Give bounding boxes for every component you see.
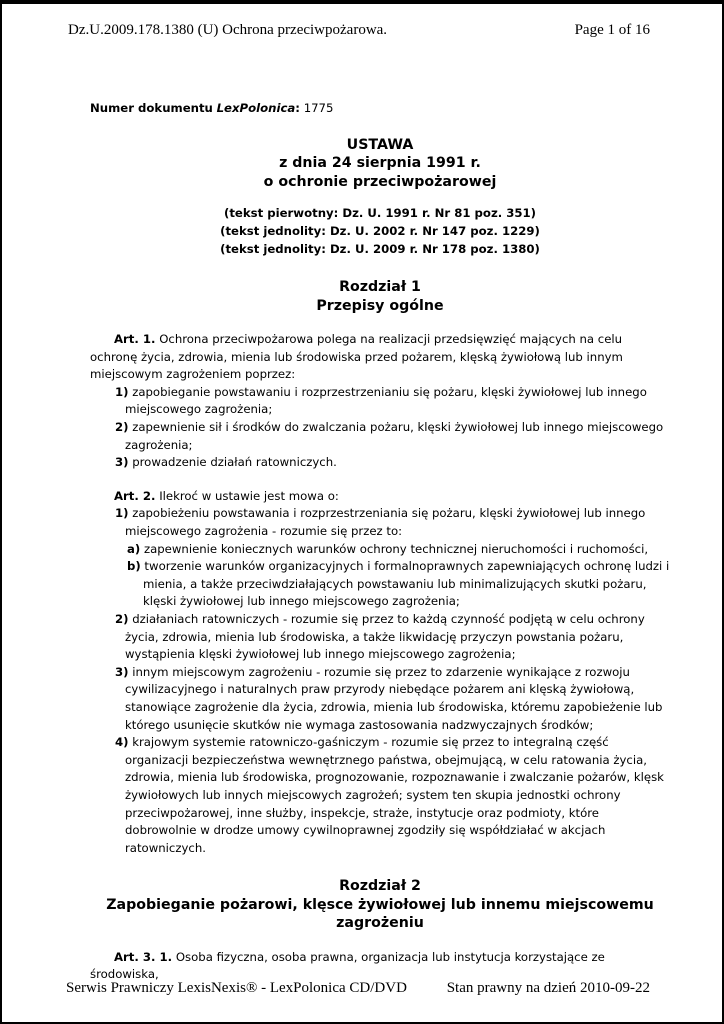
article-2-item [90, 505, 670, 540]
item-text: innym miejscowym zagrożeniu - rozumie się przez to zdarzenie wynikające z rozwoju cywilizacyjnego i naturalnych praw przyrody niebędące pożarem ani klęską żywiołową, stanowiące zagrożenie dla życia, zdrowia, mienia lub środowiska, któremu zapobieżenie lub którego usunięcie skutków nie wymaga zastosowania nadzwyczajnych środków; [125, 664, 663, 732]
article-2 [90, 488, 670, 857]
item-text: zapobieżeniu powstawania i rozprzestrzeniania się pożaru, klęski żywiołowej lub innego miejscowego zagrożenia - rozumie się przez to: [125, 506, 646, 539]
document-body [90, 100, 670, 984]
article-1-label: Art. 1. [114, 332, 156, 347]
act-title-date: z dnia 24 sierpnia 1991 r. [279, 155, 481, 172]
item-text: prowadzenie działań ratowniczych. [128, 455, 337, 470]
article-2-item [90, 611, 670, 664]
article-2-subitem [90, 558, 670, 611]
subitem-letter: b) [127, 559, 141, 574]
chapter-2-heading [90, 877, 670, 933]
chapter-1-number: Rozdział 1 [339, 279, 421, 296]
article-3-text: Osoba fizyczna, osoba prawna, organizacja lub instytucja korzystające ze środowiska, [90, 949, 605, 982]
article-1-item [90, 454, 670, 472]
doc-number-label: Numer dokumentu [90, 101, 213, 115]
act-title-type: USTAWA [346, 136, 414, 153]
doc-number-colon: : [295, 101, 300, 115]
article-1-intro-text: Ochrona przeciwpożarowa polega na realizacji przedsięwzięć mających na celu ochronę życia, zdrowia, mienia lub środowiska przed pożarem, klęską żywiołową lub innym miejscowym zagrożeniem poprzez: [90, 332, 623, 382]
header-page-number: Page 1 of 16 [574, 22, 650, 38]
document-number [90, 100, 670, 118]
item-text: zapewnienie sił i środków do zwalczania pożaru, klęski żywiołowej lub innego miejscowego zagrożenia; [125, 420, 664, 452]
item-text: zapobieganie powstawaniu i rozprzestrzenianiu się pożaru, klęski żywiołowej lub innego miejscowego zagrożenia; [125, 384, 647, 417]
article-2-intro-text: Ilekroć w ustawie jest mowa o: [155, 488, 339, 503]
source-references [90, 204, 670, 258]
article-2-item [90, 734, 670, 857]
article-2-item [90, 664, 670, 734]
chapter-2-number: Rozdział 2 [339, 878, 421, 895]
item-number: 3) [115, 664, 129, 679]
doc-number-brand: LexPolonica [216, 101, 296, 115]
article-1-intro [90, 331, 670, 384]
item-number: 3) [115, 455, 129, 470]
act-title [90, 136, 670, 192]
footer-publisher: Serwis Prawniczy LexisNexis® - LexPolonica CD/DVD [66, 980, 407, 996]
article-3-paragraph [90, 949, 670, 984]
item-number: 2) [115, 612, 129, 626]
source-consolidated-2009: (tekst jednolity: Dz. U. 2009 r. Nr 178 poz. 1380) [220, 242, 540, 257]
item-number: 2) [115, 420, 129, 435]
article-2-label: Art. 2. [114, 488, 156, 503]
article-1 [90, 331, 670, 472]
article-2-intro [90, 488, 670, 506]
source-original: (tekst pierwotny: Dz. U. 1991 r. Nr 81 poz. 351) [223, 206, 536, 221]
article-3 [90, 949, 670, 984]
source-consolidated-2002: (tekst jednolity: Dz. U. 2002 r. Nr 147 poz. 1229) [220, 224, 540, 239]
header-document-title: Dz.U.2009.178.1380 (U) Ochrona przeciwpożarowa. [68, 22, 388, 38]
item-text: krajowym systemie ratowniczo-gaśniczym - rozumie się przez to integralną część organizacji bezpieczeństwa wewnętrznego państwa, obejmującą, w celu ratowania życia, zdrowia, mienia lub środowiska, prognozowanie, rozpoznawanie i zwalczanie pożarów, klęsk żywiołowych lub innych miejscowych zagrożeń; system ten skupia jednostki ochrony przeciwpożarowej, inne służby, inspekcje, straże, instytucje oraz podmioty, które dobrowolnie w drodze umowy cywilnoprawnej zgodziły się współdziałać w akcjach ratowniczych. [125, 735, 664, 855]
subitem-text: tworzenie warunków organizacyjnych i formalnoprawnych zapewniających ochronę ludzi i mienia, a także przeciwdziałających powstawaniu lub minimalizujących skutki pożaru, klęski żywiołowej lub innego miejscowego zagrożenia; [140, 559, 670, 609]
item-number: 1) [115, 506, 129, 521]
article-1-item [90, 384, 670, 419]
chapter-2-title: Zapobieganie pożarowi, klęsce żywiołowej lub innemu miejscowemu zagrożeniu [106, 896, 654, 932]
article-3-label: Art. 3. 1. [114, 949, 173, 964]
article-2-subitem [90, 541, 670, 559]
subitem-text: zapewnienie koniecznych warunków ochrony technicznej nieruchomości i ruchomości, [140, 541, 649, 556]
item-text: działaniach ratowniczych - rozumie się przez to każdą czynność podjętą w celu ochrony życia, zdrowia, mienia lub środowiska, a także likwidację przyczyn powstania pożaru, wystąpienia klęski żywiołowej lub innego miejscowego zagrożenia; [125, 612, 645, 662]
item-number: 4) [115, 735, 129, 750]
act-title-subject: o ochronie przeciwpożarowej [263, 173, 497, 190]
subitem-letter: a) [127, 541, 141, 556]
page-border-left [0, 0, 2, 1024]
item-number: 1) [115, 384, 129, 399]
chapter-1-heading [90, 278, 670, 315]
chapter-1-title: Przepisy ogólne [316, 297, 444, 314]
doc-number-value: 1775 [303, 101, 334, 115]
footer-legal-status-date: Stan prawny na dzień 2010-09-22 [446, 980, 650, 996]
page-border-top [0, 0, 724, 4]
article-1-item [90, 419, 670, 454]
